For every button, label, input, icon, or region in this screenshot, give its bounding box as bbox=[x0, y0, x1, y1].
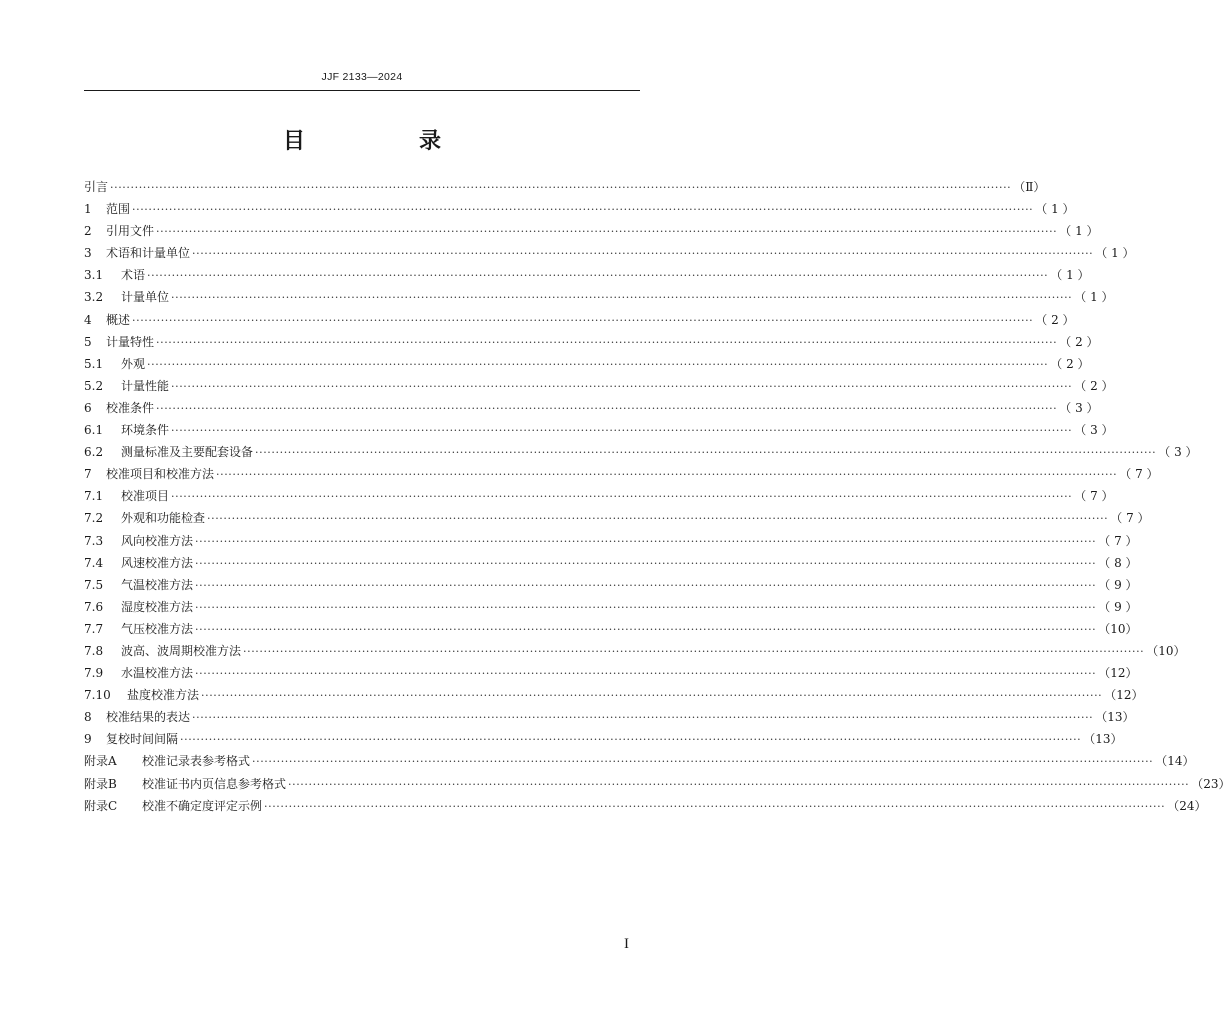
toc-leader-dots: ···························································································································································································································· bbox=[195, 600, 1097, 614]
toc-entry-label: 测量标准及主要配套设备 bbox=[121, 445, 254, 460]
toc-entry-label: 计量性能 bbox=[121, 378, 170, 393]
toc-entry-number: 6.1 bbox=[84, 423, 104, 438]
toc-entry-page: （23） bbox=[1191, 776, 1231, 791]
toc-leader-dots: ···························································································································································································································· bbox=[171, 291, 1073, 305]
toc-entry-label: 校准证书内页信息参考格式 bbox=[142, 776, 287, 791]
toc-entry-label: 概述 bbox=[106, 312, 131, 327]
toc-leader-dots: ···························································································································································································································· bbox=[195, 578, 1097, 592]
toc-entry-page: （12） bbox=[1104, 688, 1144, 703]
toc-leader-dots: ···························································································································································································································· bbox=[171, 490, 1073, 504]
toc-entry-label: 范围 bbox=[106, 202, 131, 217]
toc-entry-number: 3 bbox=[84, 246, 92, 261]
toc-leader-dots: ···························································································································································································································· bbox=[192, 711, 1094, 725]
toc-entry-page: （ 1 ） bbox=[1095, 246, 1135, 261]
toc-entry-number: 5.1 bbox=[84, 356, 104, 371]
toc-entry-page: （13） bbox=[1095, 710, 1135, 725]
toc-leader-dots: ···························································································································································································································· bbox=[147, 357, 1049, 371]
toc-entry[interactable] bbox=[84, 795, 1207, 817]
toc-entry[interactable] bbox=[84, 530, 1138, 552]
toc-entry[interactable] bbox=[84, 220, 1099, 242]
toc-entry-page: （ 7 ） bbox=[1098, 533, 1138, 548]
toc-entry-label: 计量特性 bbox=[106, 334, 155, 349]
toc-entry[interactable] bbox=[84, 750, 1195, 772]
toc-entry-label: 校准项目 bbox=[121, 489, 170, 504]
toc-entry-label: 风向校准方法 bbox=[121, 533, 194, 548]
toc-leader-dots: ···························································································································································································································· bbox=[110, 181, 1012, 194]
toc-leader-dots: ···························································································································································································································· bbox=[216, 468, 1118, 482]
toc-entry-page: （24） bbox=[1167, 798, 1207, 813]
toc-entry-number: 2 bbox=[84, 224, 92, 239]
toc-entry-page: （ 3 ） bbox=[1074, 423, 1114, 438]
toc-entry-page: （ 1 ） bbox=[1035, 202, 1075, 217]
toc-entry-number: 7.8 bbox=[84, 643, 104, 658]
toc-entry-page: （ 2 ） bbox=[1050, 356, 1090, 371]
toc-entry-number: 3.2 bbox=[84, 290, 104, 305]
toc-entry-page: （ 9 ） bbox=[1098, 599, 1138, 614]
toc-entry[interactable] bbox=[84, 596, 1138, 618]
toc-leader-dots: ···························································································································································································································· bbox=[243, 644, 1145, 658]
toc-entry-number: 7.1 bbox=[84, 489, 104, 504]
toc-entry-page: （ 1 ） bbox=[1059, 224, 1099, 239]
toc-entry[interactable] bbox=[84, 485, 1114, 507]
toc-entry[interactable] bbox=[84, 264, 1090, 286]
toc-entry-number: 7.3 bbox=[84, 533, 104, 548]
toc-leader-dots: ···························································································································································································································· bbox=[201, 689, 1103, 703]
header-rule bbox=[84, 90, 640, 91]
toc-entry[interactable] bbox=[84, 419, 1114, 441]
toc-entry-number: 1 bbox=[84, 202, 92, 217]
toc-entry-number: 7.5 bbox=[84, 577, 104, 592]
toc-entry[interactable] bbox=[84, 309, 1075, 331]
toc-entry[interactable] bbox=[84, 441, 1198, 463]
toc-entry-number: 7.4 bbox=[84, 555, 104, 570]
toc-entry-number: 9 bbox=[84, 732, 92, 747]
toc-entry-label: 术语 bbox=[121, 268, 146, 283]
toc-entry[interactable] bbox=[84, 640, 1186, 662]
toc-entry-number: 附录C bbox=[84, 798, 118, 813]
toc-entry[interactable] bbox=[84, 706, 1135, 728]
toc-entry-number: 6 bbox=[84, 400, 92, 415]
toc-entry[interactable] bbox=[84, 618, 1138, 640]
toc-leader-dots: ···························································································································································································································· bbox=[207, 512, 1109, 526]
toc-entry[interactable] bbox=[84, 463, 1159, 485]
toc-entry-number: 6.2 bbox=[84, 445, 104, 460]
toc-leader-dots: ···························································································································································································································· bbox=[147, 269, 1049, 283]
toc-leader-dots: ···························································································································································································································· bbox=[252, 755, 1154, 769]
toc-entry-page: （10） bbox=[1146, 643, 1186, 658]
page-number: I bbox=[624, 936, 629, 952]
toc-entry-label: 校准结果的表达 bbox=[106, 710, 191, 725]
toc-leader-dots: ···························································································································································································································· bbox=[180, 733, 1082, 747]
toc-entry-label: 引言 bbox=[84, 180, 109, 194]
toc-entry-label: 湿度校准方法 bbox=[121, 599, 194, 614]
toc-entry-label: 气温校准方法 bbox=[121, 577, 194, 592]
toc-entry-page: （14） bbox=[1155, 754, 1195, 769]
toc-entry-number: 附录B bbox=[84, 776, 117, 791]
toc-entry-number: 附录A bbox=[84, 754, 117, 769]
toc-entry-number: 5 bbox=[84, 334, 92, 349]
toc-entry-number: 7.2 bbox=[84, 511, 104, 526]
toc-entry-label: 校准不确定度评定示例 bbox=[142, 798, 263, 813]
toc-entry-label: 水温校准方法 bbox=[121, 666, 194, 681]
toc-leader-dots: ···························································································································································································································· bbox=[264, 799, 1166, 813]
toc-entry-label: 计量单位 bbox=[121, 290, 170, 305]
toc-entry-label: 校准记录表参考格式 bbox=[142, 754, 251, 769]
toc-entry[interactable] bbox=[84, 507, 1150, 529]
toc-entry-page: （ 8 ） bbox=[1098, 555, 1138, 570]
toc-entry-page: （12） bbox=[1098, 666, 1138, 681]
toc-leader-dots: ···························································································································································································································· bbox=[288, 777, 1190, 791]
toc-entry-page: （ 9 ） bbox=[1098, 577, 1138, 592]
toc-leader-dots: ···························································································································································································································· bbox=[156, 335, 1058, 349]
toc-entry[interactable] bbox=[84, 773, 1231, 795]
standard-code-header: JJF 2133—2024 bbox=[321, 71, 403, 83]
toc-entry-number: 3.1 bbox=[84, 268, 104, 283]
toc-entry[interactable] bbox=[84, 198, 1075, 220]
toc-entry-label: 盐度校准方法 bbox=[127, 688, 200, 703]
toc-entry[interactable] bbox=[84, 375, 1114, 397]
toc-entry-page: （13） bbox=[1083, 732, 1123, 747]
toc-entry-number: 7.6 bbox=[84, 599, 104, 614]
toc-entry-page: （ 7 ） bbox=[1119, 467, 1159, 482]
toc-entry-page: （ 1 ） bbox=[1074, 290, 1114, 305]
toc-entry-number: 7.10 bbox=[84, 688, 111, 703]
toc-entry-label: 引用文件 bbox=[106, 224, 155, 239]
toc-leader-dots: ···························································································································································································································· bbox=[156, 401, 1058, 415]
toc-entry[interactable] bbox=[84, 286, 1114, 308]
toc-title: 目 录 bbox=[282, 129, 487, 154]
toc-entry-page: （ 7 ） bbox=[1074, 489, 1114, 504]
toc-entry[interactable] bbox=[84, 684, 1144, 706]
toc-entry[interactable] bbox=[84, 728, 1123, 750]
toc-entry-page: （ 1 ） bbox=[1050, 268, 1090, 283]
toc-leader-dots: ···························································································································································································································· bbox=[195, 622, 1097, 636]
toc-entry[interactable] bbox=[84, 331, 1099, 353]
toc-entry-number: 4 bbox=[84, 312, 92, 327]
toc-entry-label: 校准项目和校准方法 bbox=[106, 467, 215, 482]
toc-entry[interactable] bbox=[84, 574, 1138, 596]
toc-entry-number: 5.2 bbox=[84, 378, 104, 393]
toc-leader-dots: ···························································································································································································································· bbox=[195, 667, 1097, 681]
toc-leader-dots: ···························································································································································································································· bbox=[195, 534, 1097, 548]
toc-entry-page: （ 7 ） bbox=[1110, 511, 1150, 526]
toc-entry-page: （ 2 ） bbox=[1074, 378, 1114, 393]
toc-leader-dots: ···························································································································································································································· bbox=[192, 247, 1094, 261]
table-of-contents bbox=[84, 176, 1231, 817]
toc-leader-dots: ···························································································································································································································· bbox=[195, 556, 1097, 570]
toc-entry-label: 环境条件 bbox=[121, 423, 170, 438]
toc-leader-dots: ···························································································································································································································· bbox=[132, 203, 1034, 217]
toc-entry[interactable] bbox=[84, 176, 1046, 198]
toc-entry-number: 7 bbox=[84, 467, 92, 482]
toc-entry-page: （ 2 ） bbox=[1035, 312, 1075, 327]
toc-entry[interactable] bbox=[84, 662, 1138, 684]
toc-entry-label: 校准条件 bbox=[106, 400, 155, 415]
toc-entry-label: 风速校准方法 bbox=[121, 555, 194, 570]
toc-leader-dots: ···························································································································································································································· bbox=[171, 424, 1073, 438]
toc-entry[interactable] bbox=[84, 397, 1099, 419]
toc-entry-label: 气压校准方法 bbox=[121, 621, 194, 636]
toc-entry-page: （ 3 ） bbox=[1158, 445, 1198, 460]
toc-entry-label: 外观 bbox=[121, 356, 146, 371]
toc-leader-dots: ···························································································································································································································· bbox=[156, 225, 1058, 239]
toc-entry-page: （10） bbox=[1098, 621, 1138, 636]
toc-entry-label: 复校时间间隔 bbox=[106, 732, 179, 747]
toc-leader-dots: ···························································································································································································································· bbox=[171, 379, 1073, 393]
toc-leader-dots: ···························································································································································································································· bbox=[255, 446, 1157, 460]
toc-entry-label: 术语和计量单位 bbox=[106, 246, 191, 261]
toc-entry[interactable] bbox=[84, 552, 1138, 574]
toc-entry-number: 8 bbox=[84, 710, 92, 725]
toc-entry-number: 7.7 bbox=[84, 621, 104, 636]
toc-entry[interactable] bbox=[84, 242, 1135, 264]
toc-leader-dots: ···························································································································································································································· bbox=[132, 313, 1034, 327]
toc-entry-label: 波高、波周期校准方法 bbox=[121, 643, 242, 658]
toc-entry-number: 7.9 bbox=[84, 666, 104, 681]
toc-entry[interactable] bbox=[84, 353, 1090, 375]
toc-entry-page: （Ⅱ） bbox=[1013, 180, 1046, 194]
toc-entry-page: （ 2 ） bbox=[1059, 334, 1099, 349]
toc-entry-page: （ 3 ） bbox=[1059, 400, 1099, 415]
toc-entry-label: 外观和功能检查 bbox=[121, 511, 206, 526]
